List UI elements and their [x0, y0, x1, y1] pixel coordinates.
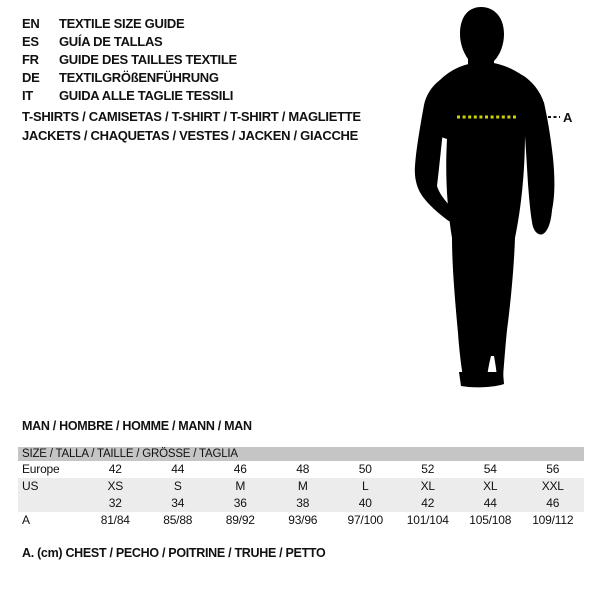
language-code: IT [22, 88, 33, 103]
size-cell: M [297, 479, 308, 493]
size-cell: 93/96 [288, 513, 318, 527]
size-cell: 56 [546, 462, 560, 476]
category-list [22, 108, 361, 145]
language-row-de [22, 69, 237, 87]
silhouette-right-arm [522, 75, 554, 234]
size-cell: 46 [233, 462, 247, 476]
language-title: GUIDA ALLE TAGLIE TESSILI [59, 88, 234, 103]
language-title: TEXTILE SIZE GUIDE [59, 16, 185, 31]
measurement-footnote: A. (cm) CHEST / PECHO / POITRINE / TRUHE / PETTO [22, 546, 326, 560]
language-row-it [22, 87, 237, 105]
size-cell: 44 [171, 462, 185, 476]
size-cell: 97/100 [347, 513, 383, 527]
size-table-row-us [18, 478, 584, 495]
size-cell: 40 [358, 496, 372, 510]
language-row-fr [22, 51, 237, 69]
row-label: Europe [22, 462, 60, 476]
size-cell: 101/104 [406, 513, 449, 527]
size-table-row-chest [18, 512, 584, 529]
language-code: ES [22, 34, 39, 49]
language-list [22, 15, 237, 105]
size-cell: XXL [541, 479, 564, 493]
language-row-es [22, 33, 237, 51]
size-table-header: SIZE / TALLA / TAILLE / GRÖSSE / TAGLIA [18, 447, 584, 461]
size-cell: 85/88 [163, 513, 193, 527]
size-cell: 34 [171, 496, 185, 510]
size-cell: 36 [233, 496, 247, 510]
language-code: EN [22, 16, 40, 31]
measure-label-a: A [563, 110, 573, 125]
language-code: FR [22, 52, 39, 67]
size-cell: 42 [421, 496, 435, 510]
row-label: US [22, 479, 39, 493]
man-silhouette-figure [400, 0, 580, 400]
silhouette-legs [452, 238, 515, 377]
size-cell: 46 [546, 496, 560, 510]
language-row-en [22, 15, 237, 33]
size-table-row-europe [18, 461, 584, 478]
row-label [18, 495, 84, 512]
size-cell: 54 [483, 462, 497, 476]
size-cell: 32 [108, 496, 122, 510]
size-cell: 48 [296, 462, 310, 476]
man-silhouette-svg [400, 0, 580, 400]
language-title: TEXTILGRÖßENFÜHRUNG [59, 70, 219, 85]
gender-section-title: MAN / HOMBRE / HOMME / MANN / MAN [22, 419, 252, 433]
size-cell: 50 [358, 462, 372, 476]
language-title: GUIDE DES TAILLES TEXTILE [59, 52, 237, 67]
size-cell: L [362, 479, 369, 493]
size-cell: XL [420, 479, 435, 493]
category-line-jackets: JACKETS / CHAQUETAS / VESTES / JACKEN / GIACCHE [22, 127, 358, 143]
row-label: A [22, 513, 30, 527]
size-cell: 89/92 [225, 513, 255, 527]
size-cell: XS [107, 479, 124, 493]
category-line-tshirts: T-SHIRTS / CAMISETAS / T-SHIRT / T-SHIRT / MAGLIETTE [22, 109, 361, 124]
size-cell: M [235, 479, 246, 493]
size-cell: 42 [108, 462, 122, 476]
size-cell: 81/84 [100, 513, 130, 527]
size-table-row-numeric [18, 495, 584, 512]
size-cell: 52 [421, 462, 435, 476]
size-table [18, 447, 584, 529]
size-cell: 109/112 [532, 513, 574, 527]
size-cell: 44 [483, 496, 497, 510]
size-cell: 105/108 [469, 513, 512, 527]
silhouette-feet [459, 372, 504, 387]
silhouette-head [460, 7, 504, 68]
size-cell: S [173, 479, 182, 493]
language-code: DE [22, 70, 40, 85]
language-title: GUÍA DE TALLAS [59, 34, 163, 49]
size-cell: XL [483, 479, 498, 493]
size-cell: 38 [296, 496, 310, 510]
